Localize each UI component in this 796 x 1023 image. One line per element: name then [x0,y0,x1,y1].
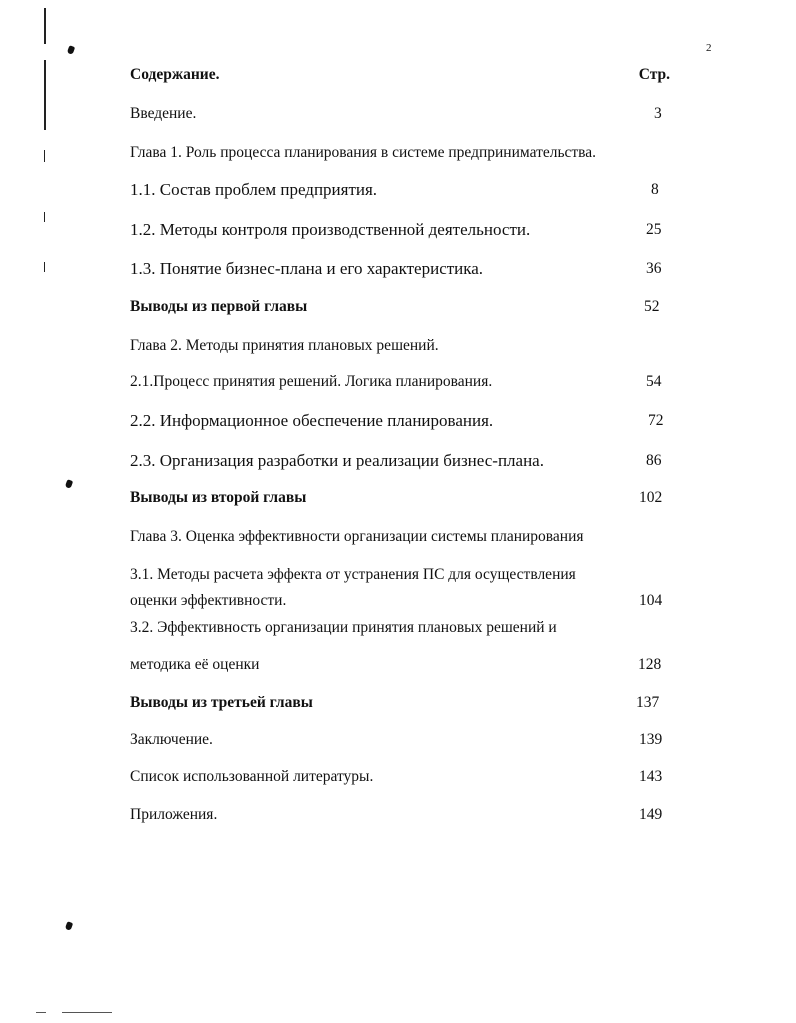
scan-bottom-dash [36,1012,46,1013]
toc-entry-page: 128 [638,656,662,673]
toc-entry-page: 72 [648,412,664,429]
toc-entry-chapter-2 [130,337,665,355]
toc-entry-page: 25 [646,221,662,238]
toc-entry-page: 52 [644,298,660,315]
toc-entry-1-1 [130,181,665,200]
toc-entry-references [130,768,665,786]
toc-entry-3-2-line-2 [130,656,665,674]
toc-entry-label: Глава 2. Методы принятия плановых решений. [130,337,439,354]
scan-margin-line [44,212,45,222]
toc-entry-1-2 [130,221,665,240]
toc-entry-label: 1.2. Методы контроля производственной деятельности. [130,220,531,239]
toc-entry-label: Выводы из второй главы [130,489,307,506]
toc-entry-chapter-2-conclusions [130,489,665,507]
toc-entry-label: Приложения. [130,806,218,823]
toc-entry-3-1-line-2 [130,592,665,610]
toc-entry-label: 1.1. Состав проблем предприятия. [130,180,378,199]
toc-entry-label: 3.1. Методы расчета эффекта от устранения ПС для осуществления [130,566,576,583]
toc-title: Содержание. [130,66,220,83]
toc-entry-chapter-1-conclusions [130,298,665,316]
toc-entry-chapter-3 [130,528,665,546]
toc-entry-page: 3 [654,105,662,122]
toc-entry-label: Выводы из третьей главы [130,694,313,711]
toc-entry-label: 2.2. Информационное обеспечение планирования. [130,411,494,430]
toc-entry-label: Заключение. [130,731,213,748]
toc-entry-label: 2.1.Процесс принятия решений. Логика планирования. [130,373,493,390]
toc-entry-page: 102 [639,489,663,506]
toc-entry-label: 3.2. Эффективность организации принятия плановых решений и [130,619,557,636]
toc-entry-chapter-1 [130,144,665,162]
toc-entry-label: Выводы из первой главы [130,298,308,315]
toc-entry-page: 8 [651,181,659,198]
toc-entry-3-2-line-1 [130,619,665,637]
toc-entry-label: Глава 3. Оценка эффективности организации системы планирования [130,528,584,545]
toc-entry-page: 137 [636,694,660,711]
toc-entry-label: 2.3. Организация разработки и реализации бизнес-плана. [130,451,544,470]
page-column-header: Стр. [638,66,670,83]
toc-entry-page: 139 [639,731,663,748]
binder-hole-mark [65,921,73,931]
toc-entry-2-2 [130,412,665,431]
toc-entry-page: 143 [639,768,663,785]
scan-bottom-dash [62,1012,112,1013]
toc-entry-chapter-3-conclusions [130,694,665,712]
toc-entry-label: Глава 1. Роль процесса планирования в системе предпринимательства. [130,144,597,161]
page-number: 2 [706,42,712,54]
scan-margin-line [44,150,45,162]
toc-header [130,66,670,84]
toc-entry-page: 149 [639,806,663,823]
toc-entry-page: 104 [639,592,663,609]
toc-entry-label: оценки эффективности. [130,592,287,609]
toc-entry-appendices [130,806,665,824]
toc-entry-label: Введение. [130,105,197,122]
scan-margin-line [44,8,46,44]
binder-hole-mark [65,479,73,489]
toc-entry-label: 1.3. Понятие бизнес-плана и его характеристика. [130,259,484,278]
toc-entry-intro [130,105,665,123]
scan-margin-line [44,262,45,272]
toc-entry-3-1-line-1 [130,566,665,584]
toc-entry-2-3 [130,452,665,471]
binder-hole-mark [67,45,75,55]
toc-entry-page: 36 [646,260,662,277]
toc-entry-page: 86 [646,452,662,469]
toc-entry-page: 54 [646,373,662,390]
toc-entry-label: Список использованной литературы. [130,768,374,785]
toc-entry-conclusion [130,731,665,749]
toc-entry-2-1 [130,373,665,391]
toc-entry-1-3 [130,260,665,279]
scan-margin-line [44,60,46,130]
toc-entry-label: методика её оценки [130,656,260,673]
